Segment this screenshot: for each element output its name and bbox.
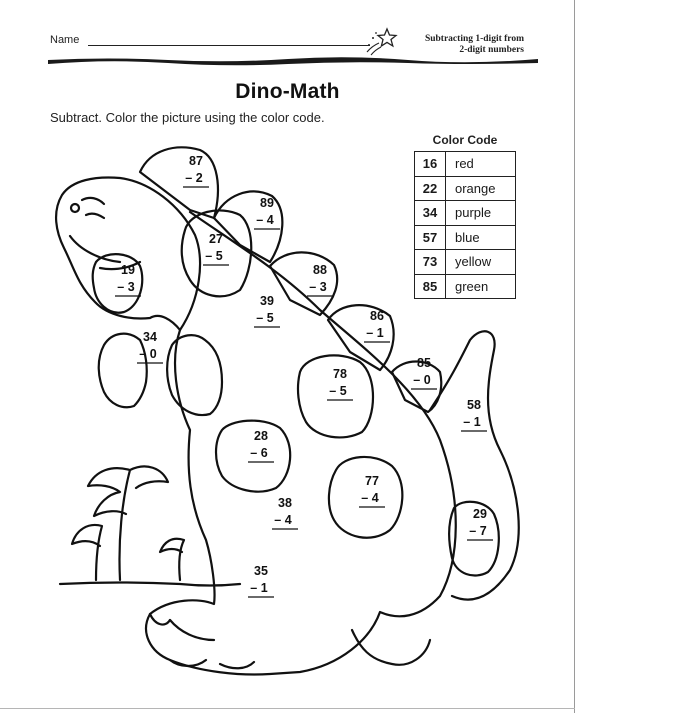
minuend: 88 — [313, 263, 327, 277]
subtrahend: – 3 — [117, 280, 135, 294]
palm-tree-2 — [72, 525, 102, 580]
subtrahend: – 5 — [205, 249, 223, 263]
topic-line-2: 2-digit numbers — [459, 45, 524, 55]
minuend: 34 — [143, 330, 157, 344]
color-code-number: 57 — [415, 225, 446, 250]
subtraction-problem — [327, 367, 353, 400]
subtrahend: – 1 — [463, 415, 481, 429]
subtrahend: – 5 — [256, 311, 274, 325]
dino-tail — [430, 331, 519, 599]
subtraction-problem — [461, 398, 487, 431]
dino-brow — [82, 198, 104, 204]
name-label: Name — [50, 34, 80, 46]
dino-eye — [71, 204, 79, 212]
minuend: 77 — [365, 474, 379, 488]
minuend: 87 — [189, 154, 203, 168]
subtrahend: – 1 — [366, 326, 384, 340]
palm-tree-1 — [88, 466, 168, 580]
minuend: 28 — [254, 429, 268, 443]
subtrahend: – 6 — [250, 446, 268, 460]
color-code-color: yellow — [446, 250, 516, 275]
minuend: 85 — [417, 356, 431, 370]
instructions: Subtract. Color the picture using the color code. — [50, 110, 325, 125]
topic-line-1: Subtracting 1-digit from — [424, 34, 524, 44]
color-code-number: 22 — [415, 176, 446, 201]
subtraction-problem — [359, 474, 385, 507]
color-code-number: 73 — [415, 250, 446, 275]
dino-arm-left — [99, 334, 147, 408]
color-code-number: 34 — [415, 201, 446, 226]
minuend: 19 — [121, 263, 135, 277]
color-code-color: green — [446, 274, 516, 299]
back-plate-1 — [140, 147, 218, 218]
subtrahend: – 4 — [256, 213, 274, 227]
dino-smile — [70, 236, 120, 262]
color-code-number: 85 — [415, 274, 446, 299]
subtrahend: – 1 — [250, 581, 268, 595]
palm-tree-3 — [160, 539, 184, 580]
subtraction-problem — [272, 496, 298, 529]
subtraction-problem — [248, 429, 274, 462]
color-code-number: 16 — [415, 152, 446, 177]
minuend: 35 — [254, 564, 268, 578]
dino-toes — [150, 614, 254, 668]
minuend: 58 — [467, 398, 481, 412]
subtraction-problem — [183, 154, 209, 187]
subtraction-problem — [307, 263, 333, 296]
color-code-color: purple — [446, 201, 516, 226]
page-title: Dino-Math — [235, 80, 340, 103]
subtrahend: – 7 — [469, 524, 487, 538]
minuend: 89 — [260, 196, 274, 210]
minuend: 39 — [260, 294, 274, 308]
minuend: 86 — [370, 309, 384, 323]
dino-body — [146, 212, 456, 674]
minuend: 78 — [333, 367, 347, 381]
subtrahend: – 3 — [309, 280, 327, 294]
color-code-title: Color Code — [432, 133, 498, 147]
color-code-color: orange — [446, 176, 516, 201]
dino-leg-left — [170, 620, 214, 640]
subtraction-problem — [137, 330, 163, 363]
back-plate-3 — [270, 252, 337, 315]
subtrahend: – 2 — [185, 171, 203, 185]
minuend: 38 — [278, 496, 292, 510]
subtrahend: – 5 — [329, 384, 347, 398]
minuend: 27 — [209, 232, 223, 246]
dino-nostril — [86, 214, 104, 218]
minuend: 29 — [473, 507, 487, 521]
subtrahend: – 4 — [274, 513, 292, 527]
subtraction-problem — [248, 564, 274, 597]
subtraction-problem — [467, 507, 493, 540]
subtrahend: – 4 — [361, 491, 379, 505]
subtrahend: – 0 — [139, 347, 157, 361]
dino-foot-right — [352, 630, 430, 665]
subtrahend: – 0 — [413, 373, 431, 387]
color-code-color: red — [446, 152, 516, 177]
subtraction-problem — [254, 294, 280, 327]
color-code-color: blue — [446, 225, 516, 250]
